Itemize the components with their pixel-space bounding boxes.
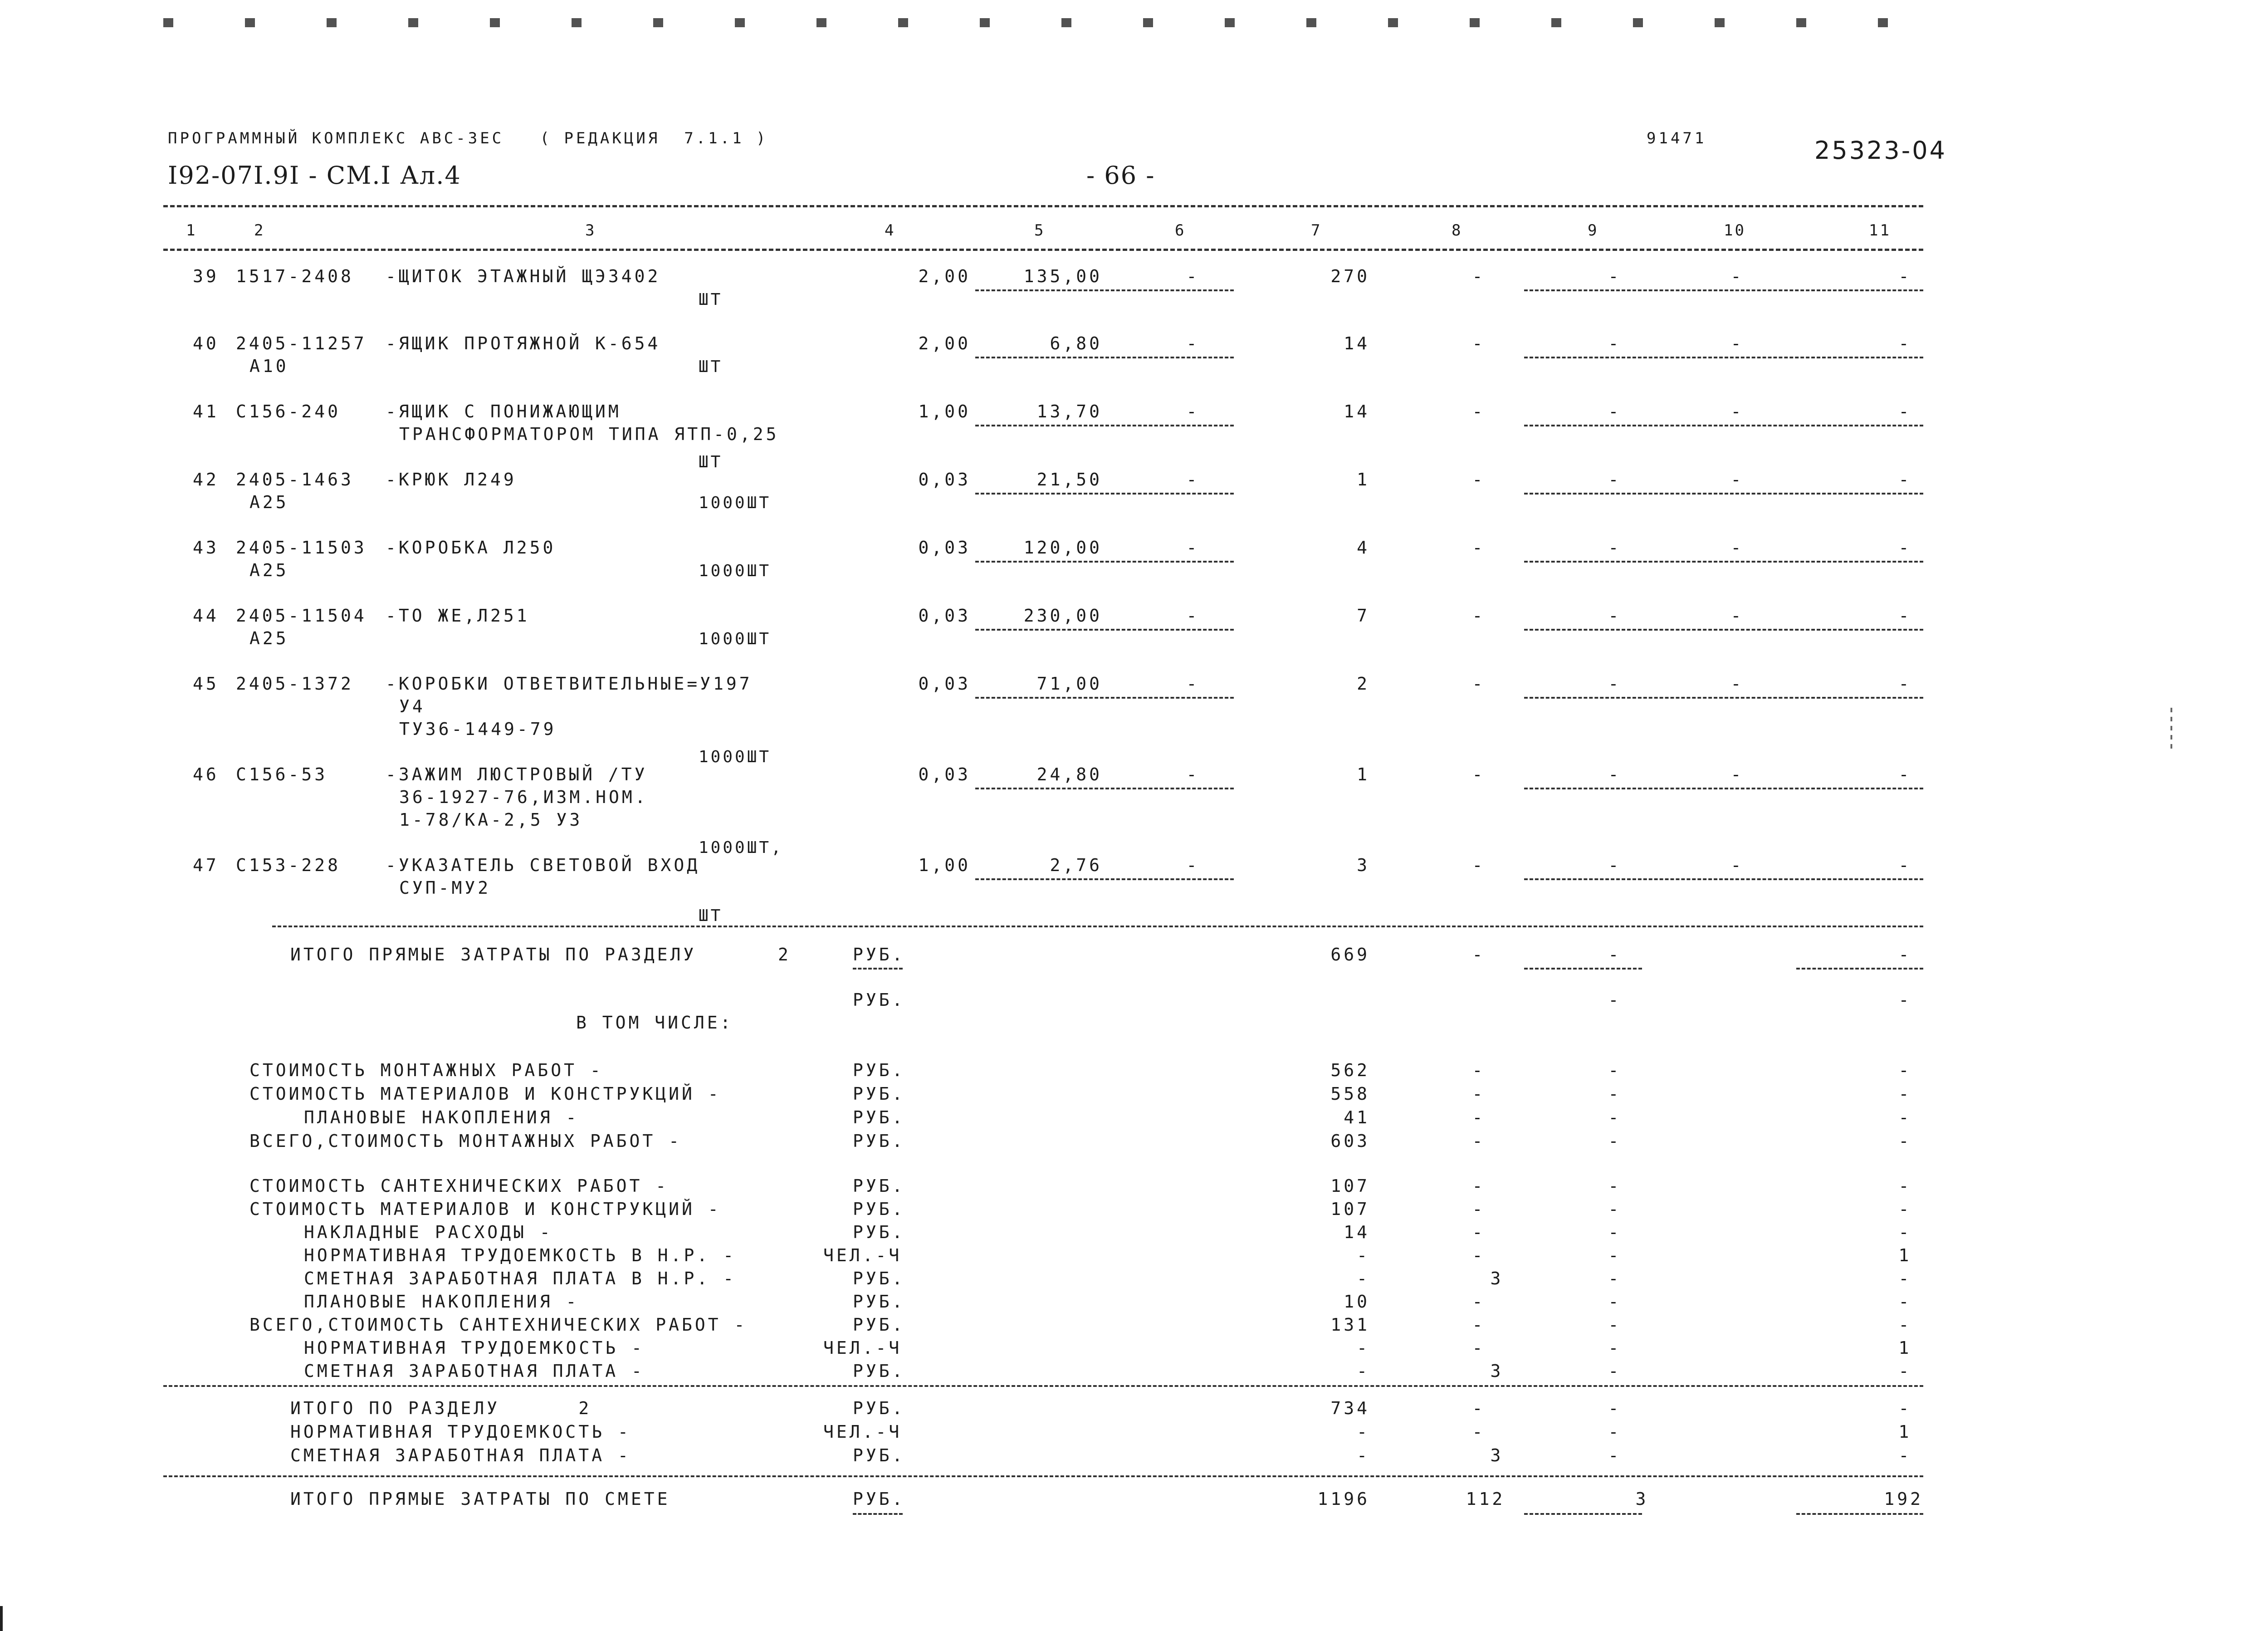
row-col8: - <box>1472 470 1486 490</box>
row-code: 2405-11503 <box>236 538 367 558</box>
summary-col7: - <box>1357 1338 1370 1358</box>
summary-label: ВСЕГО,СТОИМОСТЬ САНТЕХНИЧЕСКИХ РАБОТ - <box>249 1315 748 1335</box>
row-col9: - <box>1608 674 1622 694</box>
grand-total-col9: 3 <box>1635 1489 1649 1509</box>
row-col11: - <box>1898 266 1912 286</box>
summary-col11: 1 <box>1898 1245 1912 1265</box>
section-total-col9: - <box>1608 945 1622 965</box>
summary-col8: - <box>1472 1084 1486 1104</box>
section-total-col11-2: - <box>1898 990 1912 1010</box>
program-header: ПРОГРАММНЫЙ КОМПЛЕКС АВС-3ЕС ( РЕДАКЦИЯ 7.1.1 ) <box>168 129 768 147</box>
row-number: 42 <box>193 470 219 490</box>
summary-col11: - <box>1898 1176 1912 1196</box>
row-code: С156-240 <box>236 402 341 421</box>
summary-col11: - <box>1898 1315 1912 1335</box>
summary-col8: - <box>1472 1245 1486 1265</box>
row-name-line: ТУ36-1449-79 <box>399 719 557 739</box>
summary-col7: 107 <box>1330 1176 1370 1196</box>
row-price: 13,70 <box>1036 402 1102 421</box>
row-col8: - <box>1472 402 1486 421</box>
summary-col9: - <box>1608 1398 1622 1418</box>
row-quantity: 0,03 <box>918 764 971 784</box>
column-header-7: 7 <box>1311 221 1322 240</box>
row-col7: 1 <box>1357 764 1370 784</box>
summary-col9: - <box>1608 1315 1622 1335</box>
document-code: 25323-04 <box>1814 136 1947 165</box>
row-col11: - <box>1898 333 1912 353</box>
row-number: 46 <box>193 764 219 784</box>
dashed-underline <box>1524 629 1923 631</box>
summary-col8: - <box>1472 1338 1486 1358</box>
including-label: В ТОМ ЧИСЛЕ: <box>576 1013 733 1033</box>
row-unit: 1000ШТ, <box>699 838 783 857</box>
row-price: 2,76 <box>1050 855 1102 875</box>
summary-col8: - <box>1472 1422 1486 1442</box>
row-quantity: 0,03 <box>918 538 971 558</box>
row-col7: 270 <box>1330 266 1370 286</box>
summary-col7: 14 <box>1344 1222 1370 1242</box>
row-quantity: 1,00 <box>918 402 971 421</box>
row-number: 47 <box>193 855 219 875</box>
summary-unit: РУБ. <box>853 1445 905 1465</box>
row-unit: ШТ <box>699 290 723 309</box>
row-col10: - <box>1730 470 1744 490</box>
row-quantity: 1,00 <box>918 855 971 875</box>
row-code: 2405-11257 <box>236 333 367 353</box>
summary-col9: - <box>1608 1060 1622 1080</box>
dashed-underline <box>975 629 1234 631</box>
summary-label: НАКЛАДНЫЕ РАСХОДЫ - <box>304 1222 553 1242</box>
row-col6: - <box>1186 764 1200 784</box>
row-col7: 2 <box>1357 674 1370 694</box>
row-col11: - <box>1898 538 1912 558</box>
summary-col8: - <box>1472 1315 1486 1335</box>
summary-col7: - <box>1357 1422 1370 1442</box>
top-dash-row <box>163 18 1932 27</box>
row-col7: 7 <box>1357 606 1370 626</box>
row-col10: - <box>1730 266 1744 286</box>
summary-col8: 3 <box>1490 1361 1504 1381</box>
grand-total-col7: 1196 <box>1317 1489 1370 1509</box>
row-name-line: ТРАНСФОРМАТОРОМ ТИПА ЯТП-0,25 <box>399 424 779 444</box>
row-quantity: 0,03 <box>918 470 971 490</box>
row-col9: - <box>1608 402 1622 421</box>
row-col9: - <box>1608 266 1622 286</box>
col11-underline <box>1796 968 1923 970</box>
row-number: 40 <box>193 333 219 353</box>
row-col7: 14 <box>1344 333 1370 353</box>
summary-col7: - <box>1357 1245 1370 1265</box>
summary-label: ПЛАНОВЫЕ НАКОПЛЕНИЯ - <box>304 1107 579 1127</box>
summary-col11: - <box>1898 1084 1912 1104</box>
section-total-col8: - <box>1472 945 1486 965</box>
column-header-6: 6 <box>1175 221 1186 240</box>
summary-col9: - <box>1608 1131 1622 1151</box>
summary-col11: 1 <box>1898 1338 1912 1358</box>
row-name-line: -КОРОБКА Л250 <box>386 538 556 558</box>
row-code: 2405-1463 <box>236 470 354 490</box>
row-price: 135,00 <box>1023 266 1102 286</box>
summary-col11: - <box>1898 1222 1912 1242</box>
row-price: 24,80 <box>1036 764 1102 784</box>
summary-unit: РУБ. <box>853 1398 905 1418</box>
summary-col8: - <box>1472 1292 1486 1312</box>
summary-col11: - <box>1898 1445 1912 1465</box>
row-unit: 1000ШТ <box>699 562 772 580</box>
summary-col7: 562 <box>1330 1060 1370 1080</box>
row-col11: - <box>1898 402 1912 421</box>
row-code: С156-53 <box>236 764 328 784</box>
row-col6: - <box>1186 470 1200 490</box>
summary-col8: - <box>1472 1131 1486 1151</box>
row-price: 71,00 <box>1036 674 1102 694</box>
summary-label: НОРМАТИВНАЯ ТРУДОЕМКОСТЬ - <box>304 1338 645 1358</box>
row-col8: - <box>1472 764 1486 784</box>
row-code: С153-228 <box>236 855 341 875</box>
row-col9: - <box>1608 606 1622 626</box>
row-quantity: 2,00 <box>918 266 971 286</box>
document-reference: I92-07I.9I - СМ.I Ал.4 <box>168 161 461 190</box>
summary-unit: РУБ. <box>853 1107 905 1127</box>
summary-col9: - <box>1608 1292 1622 1312</box>
summary-col9: - <box>1608 1176 1622 1196</box>
summary-unit: РУБ. <box>853 1199 905 1219</box>
summary-col9: - <box>1608 1269 1622 1288</box>
summary-col9: - <box>1608 1445 1622 1465</box>
unit-underline <box>853 1513 903 1515</box>
group-rule <box>163 1475 1923 1477</box>
grand-total-label: ИТОГО ПРЯМЫЕ ЗАТРАТЫ ПО СМЕТЕ <box>290 1489 670 1509</box>
row-price: 6,80 <box>1050 333 1102 353</box>
summary-label: СТОИМОСТЬ САНТЕХНИЧЕСКИХ РАБОТ - <box>249 1176 669 1196</box>
row-col8: - <box>1472 855 1486 875</box>
row-col6: - <box>1186 606 1200 626</box>
table-top-rule <box>163 205 1923 207</box>
summary-label: СТОИМОСТЬ МОНТАЖНЫХ РАБОТ - <box>249 1060 603 1080</box>
grand-total-unit: РУБ. <box>853 1489 905 1509</box>
summary-unit: РУБ. <box>853 1315 905 1335</box>
row-unit: 1000ШТ <box>699 494 772 512</box>
summary-col7: - <box>1357 1269 1370 1288</box>
dashed-underline <box>1524 289 1923 291</box>
row-unit: 1000ШТ <box>699 630 772 648</box>
row-col10: - <box>1730 855 1744 875</box>
row-code: 1517-2408 <box>236 266 354 286</box>
row-code-suffix: А25 <box>249 560 289 580</box>
row-unit: ШТ <box>699 453 723 471</box>
row-name-line: -УКАЗАТЕЛЬ СВЕТОВОЙ ВХОД <box>386 855 700 875</box>
column-header-rule <box>163 249 1923 251</box>
dashed-underline <box>975 561 1234 563</box>
page-number: - 66 - <box>1086 161 1155 190</box>
row-col9: - <box>1608 538 1622 558</box>
summary-col11: - <box>1898 1107 1912 1127</box>
summary-col9: - <box>1608 1245 1622 1265</box>
summary-unit: РУБ. <box>853 1176 905 1196</box>
row-col6: - <box>1186 855 1200 875</box>
row-name-line: -ЯЩИК ПРОТЯЖНОЙ К-654 <box>386 333 661 353</box>
row-code-suffix: А25 <box>249 628 289 648</box>
section-total-unit: РУБ. <box>853 945 905 965</box>
summary-col11: - <box>1898 1361 1912 1381</box>
dashed-underline <box>1524 697 1923 699</box>
dashed-underline <box>1524 425 1923 426</box>
summary-label: ВСЕГО,СТОИМОСТЬ МОНТАЖНЫХ РАБОТ - <box>249 1131 682 1151</box>
row-code: 2405-1372 <box>236 674 354 694</box>
summary-col11: - <box>1898 1269 1912 1288</box>
row-number: 41 <box>193 402 219 421</box>
row-col7: 1 <box>1357 470 1370 490</box>
summary-col7: 107 <box>1330 1199 1370 1219</box>
row-col10: - <box>1730 538 1744 558</box>
dashed-underline <box>975 788 1234 789</box>
summary-unit: РУБ. <box>853 1131 905 1151</box>
summary-unit: РУБ. <box>853 1292 905 1312</box>
summary-label: СТОИМОСТЬ МАТЕРИАЛОВ И КОНСТРУКЦИЙ - <box>249 1084 721 1104</box>
row-number: 45 <box>193 674 219 694</box>
row-code: 2405-11504 <box>236 606 367 626</box>
row-price: 120,00 <box>1023 538 1102 558</box>
column-header-4: 4 <box>885 221 896 240</box>
row-price: 21,50 <box>1036 470 1102 490</box>
row-price: 230,00 <box>1023 606 1102 626</box>
dashed-underline <box>975 697 1234 699</box>
row-col6: - <box>1186 402 1200 421</box>
summary-label: ИТОГО ПО РАЗДЕЛУ 2 <box>290 1398 592 1418</box>
grand-total-col8: 112 <box>1466 1489 1505 1509</box>
row-name-line: 1-78/КА-2,5 У3 <box>399 810 583 830</box>
summary-unit: ЧЕЛ.-Ч <box>823 1422 902 1442</box>
column-header-9: 9 <box>1588 221 1599 240</box>
summary-col8: 3 <box>1490 1445 1504 1465</box>
summary-label: СМЕТНАЯ ЗАРАБОТНАЯ ПЛАТА - <box>290 1445 631 1465</box>
dashed-underline <box>1524 493 1923 495</box>
summary-label: НОРМАТИВНАЯ ТРУДОЕМКОСТЬ - <box>290 1422 631 1442</box>
summary-col7: 131 <box>1330 1315 1370 1335</box>
summary-col7: - <box>1357 1445 1370 1465</box>
dashed-underline <box>975 357 1234 358</box>
row-col9: - <box>1608 764 1622 784</box>
dashed-underline <box>1524 561 1923 563</box>
group-rule <box>163 1385 1923 1387</box>
row-name-line: -ЗАЖИМ ЛЮСТРОВЫЙ /ТУ <box>386 764 648 784</box>
summary-col7: - <box>1357 1361 1370 1381</box>
dashed-underline <box>1524 878 1923 880</box>
row-col10: - <box>1730 333 1744 353</box>
summary-col11: - <box>1898 1199 1912 1219</box>
summary-col8: - <box>1472 1398 1486 1418</box>
summary-col9: - <box>1608 1338 1622 1358</box>
summary-unit: РУБ. <box>853 1361 905 1381</box>
row-code-suffix: А10 <box>249 356 289 376</box>
row-col9: - <box>1608 333 1622 353</box>
summary-col7: 10 <box>1344 1292 1370 1312</box>
row-col8: - <box>1472 538 1486 558</box>
row-quantity: 0,03 <box>918 606 971 626</box>
summary-unit: РУБ. <box>853 1269 905 1288</box>
code-right: 91471 <box>1647 129 1707 147</box>
row-col10: - <box>1730 402 1744 421</box>
row-number: 43 <box>193 538 219 558</box>
row-col10: - <box>1730 764 1744 784</box>
summary-col7: 734 <box>1330 1398 1370 1418</box>
column-header-8: 8 <box>1452 221 1463 240</box>
row-unit: ШТ <box>699 906 723 925</box>
section-number: 2 <box>778 945 791 965</box>
column-header-1: 1 <box>186 221 197 240</box>
summary-col9: - <box>1608 1107 1622 1127</box>
row-col8: - <box>1472 333 1486 353</box>
row-col10: - <box>1730 606 1744 626</box>
dashed-underline <box>1524 357 1923 358</box>
section-total-col9-2: - <box>1608 990 1622 1010</box>
section-total-unit-2: РУБ. <box>853 990 905 1010</box>
row-col9: - <box>1608 470 1622 490</box>
summary-col8: 3 <box>1490 1269 1504 1288</box>
summary-label: СМЕТНАЯ ЗАРАБОТНАЯ ПЛАТА - <box>304 1361 645 1381</box>
edge-mark <box>0 1606 3 1631</box>
summary-unit: ЧЕЛ.-Ч <box>823 1245 902 1265</box>
dashed-underline <box>975 425 1234 426</box>
row-col6: - <box>1186 333 1200 353</box>
row-col11: - <box>1898 855 1912 875</box>
row-col6: - <box>1186 266 1200 286</box>
summary-col9: - <box>1608 1199 1622 1219</box>
summary-label: ПЛАНОВЫЕ НАКОПЛЕНИЯ - <box>304 1292 579 1312</box>
row-name-line: У4 <box>399 696 425 716</box>
summary-col7: 558 <box>1330 1084 1370 1104</box>
row-col11: - <box>1898 606 1912 626</box>
column-header-10: 10 <box>1724 221 1746 240</box>
scan-mark <box>2170 708 2172 749</box>
col11-underline <box>1796 1513 1923 1515</box>
dashed-underline <box>975 289 1234 291</box>
column-header-11: 11 <box>1869 221 1891 240</box>
summary-label: СТОИМОСТЬ МАТЕРИАЛОВ И КОНСТРУКЦИЙ - <box>249 1199 721 1219</box>
row-name-line: -КРЮК Л249 <box>386 470 517 490</box>
summary-col11: 1 <box>1898 1422 1912 1442</box>
row-name-line: -ТО ЖЕ,Л251 <box>386 606 530 626</box>
row-name-line: -КОРОБКИ ОТВЕТВИТЕЛЬНЫЕ=У197 <box>386 674 753 694</box>
row-unit: 1000ШТ <box>699 748 772 766</box>
summary-col11: - <box>1898 1292 1912 1312</box>
row-col7: 4 <box>1357 538 1370 558</box>
summary-col11: - <box>1898 1060 1912 1080</box>
summary-col7: 41 <box>1344 1107 1370 1127</box>
row-name-line: -ЩИТОК ЭТАЖНЫЙ ЩЭ3402 <box>386 266 661 286</box>
summary-unit: ЧЕЛ.-Ч <box>823 1338 902 1358</box>
row-col9: - <box>1608 855 1622 875</box>
row-unit: ШТ <box>699 358 723 376</box>
row-name-line: 36-1927-76,ИЗМ.НОМ. <box>399 787 648 807</box>
summary-col8: - <box>1472 1176 1486 1196</box>
summary-col11: - <box>1898 1398 1912 1418</box>
section-total-col11: - <box>1898 945 1912 965</box>
summary-col8: - <box>1472 1107 1486 1127</box>
row-col11: - <box>1898 674 1912 694</box>
dashed-underline <box>975 878 1234 880</box>
row-col6: - <box>1186 674 1200 694</box>
summary-col9: - <box>1608 1361 1622 1381</box>
summary-col7: 603 <box>1330 1131 1370 1151</box>
row-name-line: -ЯЩИК С ПОНИЖАЮЩИМ <box>386 402 621 421</box>
col9-underline <box>1524 968 1642 970</box>
summary-col9: - <box>1608 1222 1622 1242</box>
summary-col8: - <box>1472 1199 1486 1219</box>
row-col11: - <box>1898 470 1912 490</box>
summary-col11: - <box>1898 1131 1912 1151</box>
row-col10: - <box>1730 674 1744 694</box>
row-number: 39 <box>193 266 219 286</box>
row-code-suffix: А25 <box>249 492 289 512</box>
summary-col9: - <box>1608 1084 1622 1104</box>
column-header-3: 3 <box>585 221 596 240</box>
row-number: 44 <box>193 606 219 626</box>
summary-unit: РУБ. <box>853 1060 905 1080</box>
section-rule <box>272 926 1923 927</box>
col9-underline <box>1524 1513 1642 1515</box>
column-header-5: 5 <box>1034 221 1046 240</box>
summary-col8: - <box>1472 1222 1486 1242</box>
row-col8: - <box>1472 266 1486 286</box>
section-total-label: ИТОГО ПРЯМЫЕ ЗАТРАТЫ ПО РАЗДЕЛУ <box>290 945 697 965</box>
grand-total-col11: 192 <box>1884 1489 1923 1509</box>
row-col6: - <box>1186 538 1200 558</box>
summary-col8: - <box>1472 1060 1486 1080</box>
column-header-2: 2 <box>254 221 265 240</box>
summary-label: НОРМАТИВНАЯ ТРУДОЕМКОСТЬ В Н.Р. - <box>304 1245 736 1265</box>
unit-underline <box>853 968 903 970</box>
row-quantity: 2,00 <box>918 333 971 353</box>
summary-col9: - <box>1608 1422 1622 1442</box>
row-col7: 3 <box>1357 855 1370 875</box>
row-col7: 14 <box>1344 402 1370 421</box>
row-col8: - <box>1472 606 1486 626</box>
dashed-underline <box>975 493 1234 495</box>
row-quantity: 0,03 <box>918 674 971 694</box>
summary-label: СМЕТНАЯ ЗАРАБОТНАЯ ПЛАТА В Н.Р. - <box>304 1269 736 1288</box>
row-col8: - <box>1472 674 1486 694</box>
row-col11: - <box>1898 764 1912 784</box>
row-name-line: СУП-МУ2 <box>399 878 491 898</box>
summary-unit: РУБ. <box>853 1084 905 1104</box>
section-total-col7: 669 <box>1330 945 1370 965</box>
dashed-underline <box>1524 788 1923 789</box>
summary-unit: РУБ. <box>853 1222 905 1242</box>
